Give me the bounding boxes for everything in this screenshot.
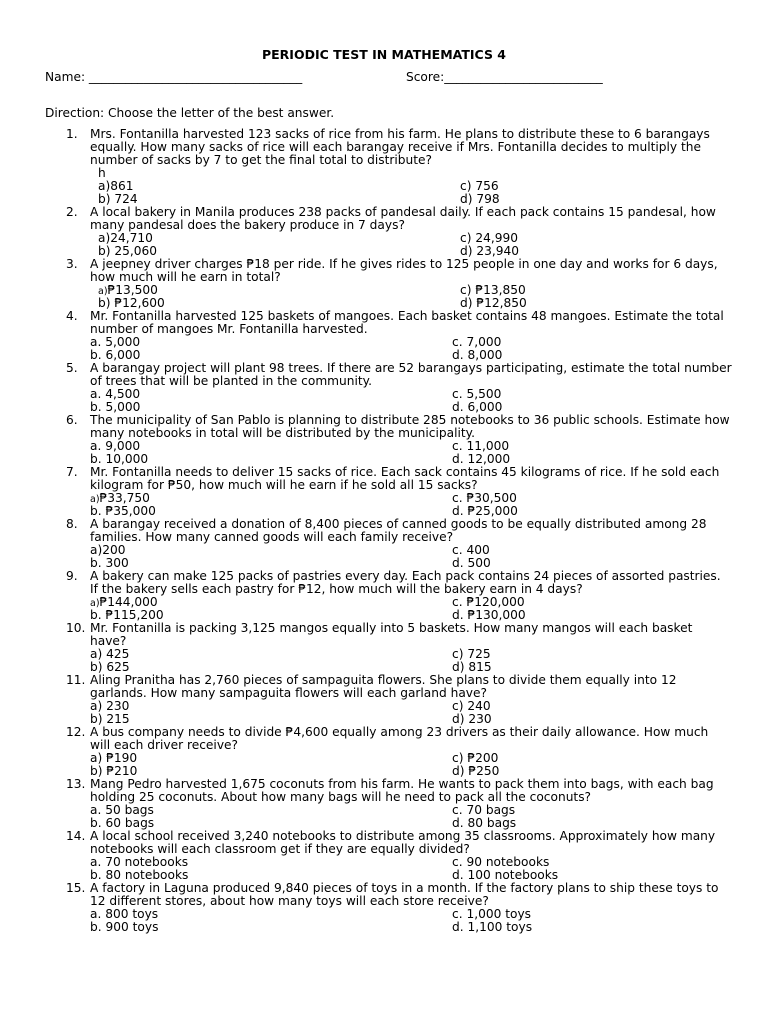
- question-text: A bakery can make 125 packs of pastries every day. Each pack contains 24 pieces of assorted pastries. If the bakery sells each pastry for ₱12, how much will the bakery earn in 4 days?: [90, 569, 721, 596]
- option-letter: c.: [452, 387, 467, 401]
- option-text: 725: [467, 647, 491, 661]
- option-text: 215: [106, 712, 130, 726]
- question-extra-text: h: [98, 166, 106, 180]
- option-text: ₱250: [468, 764, 500, 778]
- question-text: Mr. Fontanilla is packing 3,125 mangos equally into 5 baskets. How many mangos will each basket have?: [90, 621, 693, 648]
- option-letter: b.: [90, 452, 106, 466]
- option-text: 50 bags: [105, 803, 154, 817]
- option-text: 6,000: [467, 400, 503, 414]
- question-item: [0, 622, 768, 674]
- question-item: [0, 258, 768, 310]
- option-letter: d): [452, 660, 469, 674]
- option-text: 80 notebooks: [105, 868, 189, 882]
- option-letter: b.: [90, 504, 106, 518]
- question-text: Mr. Fontanilla harvested 125 baskets of mangoes. Each basket contains 48 mangoes. Estimate the total number of mangoes Mr. Fontanilla harvested.: [90, 309, 724, 336]
- question-text: A factory in Laguna produced 9,840 pieces of toys in a month. If the factory plans to ship these toys to 12 different stores, about how many toys will each store receive?: [90, 881, 719, 908]
- option-text: 24,710: [110, 231, 153, 245]
- option-text: 800 toys: [105, 907, 159, 921]
- option-text: 1,100 toys: [467, 920, 533, 934]
- answer-options: [0, 284, 768, 310]
- question-number: 14.: [66, 829, 86, 843]
- option-letter: a): [90, 543, 103, 557]
- option-text: 425: [106, 647, 130, 661]
- option-text: ₱13,850: [475, 283, 526, 297]
- question-number: 2.: [66, 205, 78, 219]
- option-text: 5,000: [105, 335, 141, 349]
- question-number: 13.: [66, 777, 86, 791]
- answer-options: [0, 700, 768, 726]
- option-text: 756: [475, 179, 499, 193]
- option-text: 100 notebooks: [467, 868, 559, 882]
- direction-text: Direction: Choose the letter of the best answer.: [45, 106, 335, 120]
- name-field: Name: ___________________________________: [45, 70, 303, 84]
- question-number: 8.: [66, 517, 78, 531]
- question-item: [0, 674, 768, 726]
- question-text: A bus company needs to divide ₱4,600 equally among 23 drivers as their daily allowance. How much will each driver receive?: [90, 725, 709, 752]
- option-letter: c): [452, 699, 468, 713]
- option-text: 4,500: [105, 387, 141, 401]
- question-text: A barangay received a donation of 8,400 pieces of canned goods to be equally distributed among 28 families. How many canned goods will each family receive?: [90, 517, 707, 544]
- option-letter: a): [98, 231, 111, 245]
- option-letter: c): [460, 231, 476, 245]
- option-text: ₱200: [467, 751, 499, 765]
- option-letter: a.: [90, 335, 106, 349]
- question-number: 6.: [66, 413, 78, 427]
- question-text: The municipality of San Pablo is planning to distribute 285 notebooks to 36 public schools. Estimate how many notebooks in total will be distributed by the municipality.: [90, 413, 730, 440]
- option-letter: b.: [90, 400, 106, 414]
- option-text: ₱33,750: [99, 491, 150, 505]
- option-letter: a): [90, 598, 100, 609]
- option-letter: a.: [90, 907, 106, 921]
- option-letter: b): [90, 660, 107, 674]
- question-item: [0, 726, 768, 778]
- question-text: A local school received 3,240 notebooks to distribute among 35 classrooms. Approximately how many notebooks will each classroom get if they are equally divided?: [90, 829, 716, 856]
- option-letter: a.: [90, 855, 106, 869]
- option-letter: c.: [452, 907, 467, 921]
- option-text: 625: [106, 660, 130, 674]
- option-letter: b.: [90, 348, 106, 362]
- option-text: 300: [105, 556, 129, 570]
- option-text: ₱30,500: [466, 491, 517, 505]
- question-item: [0, 570, 768, 622]
- option-letter: a): [90, 647, 107, 661]
- answer-option-d[interactable]: [452, 921, 532, 934]
- option-letter: a.: [90, 803, 106, 817]
- option-letter: d.: [452, 452, 468, 466]
- option-letter: b): [98, 192, 115, 206]
- answer-options: [0, 648, 768, 674]
- option-letter: b.: [90, 556, 106, 570]
- option-text: 9,000: [105, 439, 141, 453]
- option-letter: c): [460, 283, 476, 297]
- option-text: 200: [102, 543, 126, 557]
- option-text: ₱120,000: [466, 595, 525, 609]
- question-text: Aling Pranitha has 2,760 pieces of sampaguita flowers. She plans to divide them equally into 12 garlands. How many sampaguita flowers will each garland have?: [90, 673, 677, 700]
- option-letter: c.: [452, 335, 467, 349]
- option-letter: d): [452, 712, 469, 726]
- option-text: 90 notebooks: [466, 855, 550, 869]
- option-text: 500: [467, 556, 491, 570]
- question-item: [0, 518, 768, 570]
- question-number: 7.: [66, 465, 78, 479]
- option-text: 12,000: [467, 452, 511, 466]
- option-letter: b): [98, 244, 115, 258]
- answer-options: [0, 544, 768, 570]
- option-text: ₱115,200: [105, 608, 164, 622]
- answer-options: [0, 596, 768, 622]
- answer-options: [0, 908, 768, 934]
- question-item: [0, 362, 768, 414]
- option-letter: a): [98, 286, 108, 297]
- option-letter: d.: [452, 816, 468, 830]
- question-list: [0, 128, 768, 934]
- option-text: 5,000: [105, 400, 141, 414]
- option-text: ₱144,000: [99, 595, 158, 609]
- option-text: 724: [114, 192, 138, 206]
- question-text: Mrs. Fontanilla harvested 123 sacks of rice from his farm. He plans to distribute these to 6 barangays equally. How many sacks of rice will each barangay receive if Mrs. Fontanilla decides to multiply the number of sacks by 7 to get the final total to distribute?: [90, 127, 710, 167]
- option-text: ₱190: [106, 751, 138, 765]
- answer-options: [0, 440, 768, 466]
- question-number: 4.: [66, 309, 78, 323]
- option-letter: c.: [452, 595, 467, 609]
- question-text: Mr. Fontanilla needs to deliver 15 sacks of rice. Each sack contains 45 kilograms of rice. If he sold each kilogram for ₱50, how much will he earn if he sold all 15 sacks?: [90, 465, 720, 492]
- option-text: ₱13,500: [107, 283, 158, 297]
- option-text: 1,000 toys: [466, 907, 532, 921]
- option-letter: b): [98, 296, 115, 310]
- option-text: 25,060: [114, 244, 158, 258]
- option-text: ₱210: [106, 764, 138, 778]
- question-number: 9.: [66, 569, 78, 583]
- option-letter: d.: [452, 920, 468, 934]
- option-letter: c): [452, 647, 468, 661]
- question-item: [0, 466, 768, 518]
- option-text: 900 toys: [105, 920, 159, 934]
- option-letter: d.: [452, 504, 468, 518]
- option-letter: a): [90, 751, 107, 765]
- option-text: 230: [106, 699, 130, 713]
- option-letter: b): [90, 712, 107, 726]
- question-item: [0, 128, 768, 206]
- option-text: 70 bags: [466, 803, 516, 817]
- answer-options: [0, 232, 768, 258]
- option-text: 861: [110, 179, 134, 193]
- option-letter: d.: [452, 348, 468, 362]
- question-number: 3.: [66, 257, 78, 271]
- question-item: [0, 414, 768, 466]
- option-text: 798: [476, 192, 500, 206]
- answer-options: [0, 180, 768, 206]
- question-item: [0, 206, 768, 258]
- option-text: 6,000: [105, 348, 141, 362]
- option-letter: d): [460, 296, 477, 310]
- page-title: PERIODIC TEST IN MATHEMATICS 4: [261, 47, 506, 62]
- answer-option-b[interactable]: [90, 921, 158, 934]
- question-number: 12.: [66, 725, 86, 739]
- option-text: 10,000: [105, 452, 149, 466]
- question-text: Mang Pedro harvested 1,675 coconuts from his farm. He wants to pack them into bags, with each bag holding 25 coconuts. About how many bags will he need to pack all the coconuts?: [90, 777, 714, 804]
- option-text: 70 notebooks: [105, 855, 189, 869]
- option-letter: d): [452, 764, 469, 778]
- option-letter: d): [460, 192, 477, 206]
- option-letter: c.: [452, 491, 467, 505]
- question-text: A jeepney driver charges ₱18 per ride. If he gives rides to 125 people in one day and works for 6 days, how much will he earn in total?: [90, 257, 718, 284]
- option-letter: c.: [452, 855, 467, 869]
- question-number: 11.: [66, 673, 86, 687]
- question-text: A barangay project will plant 98 trees. If there are 52 barangays participating, estimate the total number of trees that will be planted in the community.: [90, 361, 732, 388]
- option-letter: a.: [90, 439, 106, 453]
- option-letter: c.: [452, 803, 467, 817]
- option-text: 815: [468, 660, 492, 674]
- option-text: 60 bags: [105, 816, 155, 830]
- option-text: ₱35,000: [105, 504, 156, 518]
- option-letter: c): [460, 179, 476, 193]
- score-field: Score:__________________________: [406, 70, 603, 84]
- option-letter: b.: [90, 608, 106, 622]
- option-letter: c): [452, 751, 468, 765]
- option-text: 23,940: [476, 244, 520, 258]
- option-letter: d.: [452, 556, 468, 570]
- answer-options: [0, 388, 768, 414]
- option-text: 80 bags: [467, 816, 517, 830]
- question-item: [0, 882, 768, 934]
- option-letter: d.: [452, 608, 468, 622]
- question-number: 1.: [66, 127, 78, 141]
- option-letter: c.: [452, 439, 467, 453]
- answer-options: [0, 492, 768, 518]
- option-letter: c.: [452, 543, 467, 557]
- option-letter: d): [460, 244, 477, 258]
- option-text: ₱25,000: [467, 504, 518, 518]
- option-text: 400: [466, 543, 490, 557]
- answer-options: [0, 336, 768, 362]
- option-text: 11,000: [466, 439, 510, 453]
- question-item: [0, 778, 768, 830]
- option-text: 240: [467, 699, 491, 713]
- option-letter: a): [90, 699, 107, 713]
- option-letter: d.: [452, 868, 468, 882]
- question-number: 5.: [66, 361, 78, 375]
- option-letter: b): [90, 764, 107, 778]
- question-number: 10.: [66, 621, 86, 635]
- option-text: 8,000: [467, 348, 503, 362]
- question-number: 15.: [66, 881, 86, 895]
- option-text: 5,500: [466, 387, 502, 401]
- answer-options: [0, 804, 768, 830]
- option-text: ₱12,600: [114, 296, 165, 310]
- option-letter: a): [90, 494, 100, 505]
- option-letter: b.: [90, 920, 106, 934]
- option-text: ₱130,000: [467, 608, 526, 622]
- option-letter: b.: [90, 868, 106, 882]
- option-letter: a): [98, 179, 111, 193]
- option-letter: b.: [90, 816, 106, 830]
- option-text: ₱12,850: [476, 296, 527, 310]
- question-text: A local bakery in Manila produces 238 packs of pandesal daily. If each pack contains 15 pandesal, how many pandesal does the bakery produce in 7 days?: [90, 205, 716, 232]
- option-text: 230: [468, 712, 492, 726]
- option-text: 24,990: [475, 231, 518, 245]
- question-item: [0, 830, 768, 882]
- answer-options: [0, 856, 768, 882]
- option-letter: a.: [90, 387, 106, 401]
- option-text: 7,000: [466, 335, 502, 349]
- option-letter: d.: [452, 400, 468, 414]
- answer-options: [0, 752, 768, 778]
- question-item: [0, 310, 768, 362]
